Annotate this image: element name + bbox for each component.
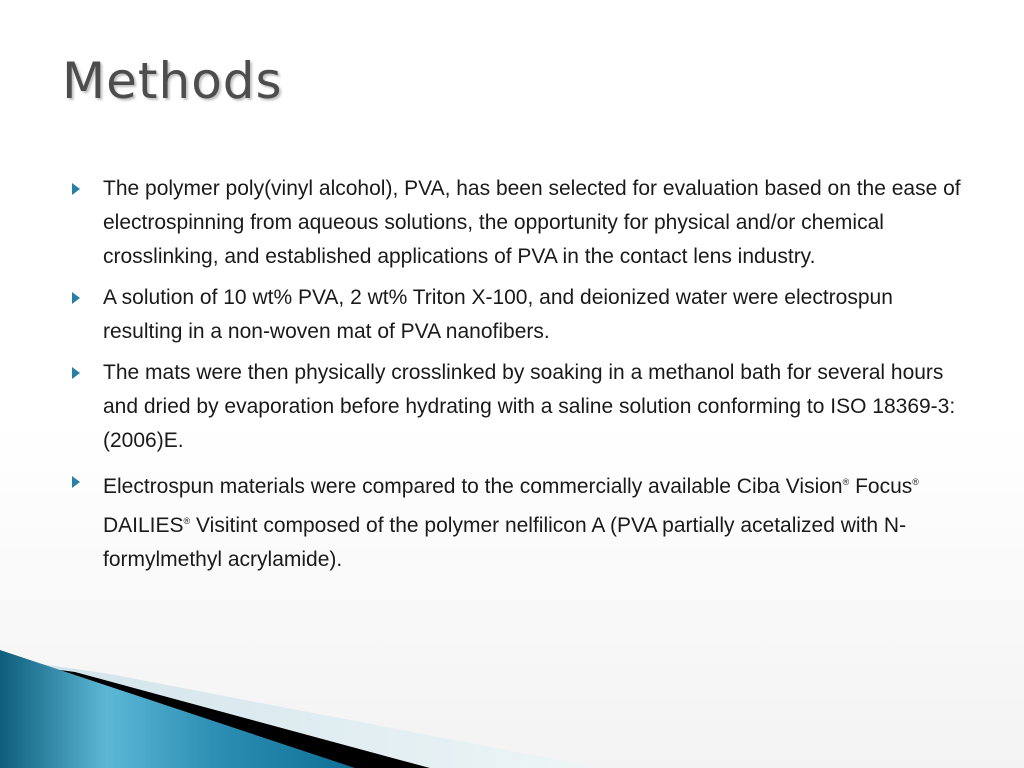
bullet-text-4: [103, 465, 962, 577]
bullet-item-1: [72, 172, 962, 274]
bullet-text-1: The polymer poly(vinyl alcohol), PVA, has been selected for evaluation based on the ease of electrospinning from aqueous solutions, the opportunity for physical and/or chemical crosslinking, and established applications of PVA in the contact lens industry.: [103, 177, 961, 268]
bullet-list: [72, 172, 962, 584]
triangle-right-icon: [72, 356, 103, 390]
triangle-right-icon: [72, 465, 103, 499]
registered-mark: ®: [842, 477, 850, 487]
bullet-text-4-part3: DAILIES: [103, 514, 184, 537]
registered-mark: ®: [912, 477, 919, 487]
slide-title: Methods: [62, 52, 283, 110]
bullet-text-4-part4: Visitint composed of the polymer nelfilicon A (PVA partially acetalized with N-formylmethyl acrylamide).: [103, 514, 907, 571]
bullet-item-2: [72, 281, 962, 349]
decorative-wave-band: [0, 640, 1024, 768]
triangle-right-icon: [72, 172, 103, 206]
bullet-text-4-part1: Electrospun materials were compared to the commercially available Ciba Vision: [103, 475, 843, 498]
bullet-text-4-part2: Focus: [849, 475, 913, 498]
bullet-item-4: [72, 465, 962, 577]
triangle-right-icon: [72, 281, 103, 315]
bullet-item-3: [72, 356, 962, 458]
bullet-text-3: The mats were then physically crosslinked by soaking in a methanol bath for several hours and dried by evaporation before hydrating with a saline solution conforming to ISO 18369-3:(2006)E.: [103, 361, 956, 452]
registered-mark: ®: [183, 516, 191, 526]
bullet-text-2: A solution of 10 wt% PVA, 2 wt% Triton X-100, and deionized water were electrospun resulting in a non-woven mat of PVA nanofibers.: [103, 286, 893, 343]
